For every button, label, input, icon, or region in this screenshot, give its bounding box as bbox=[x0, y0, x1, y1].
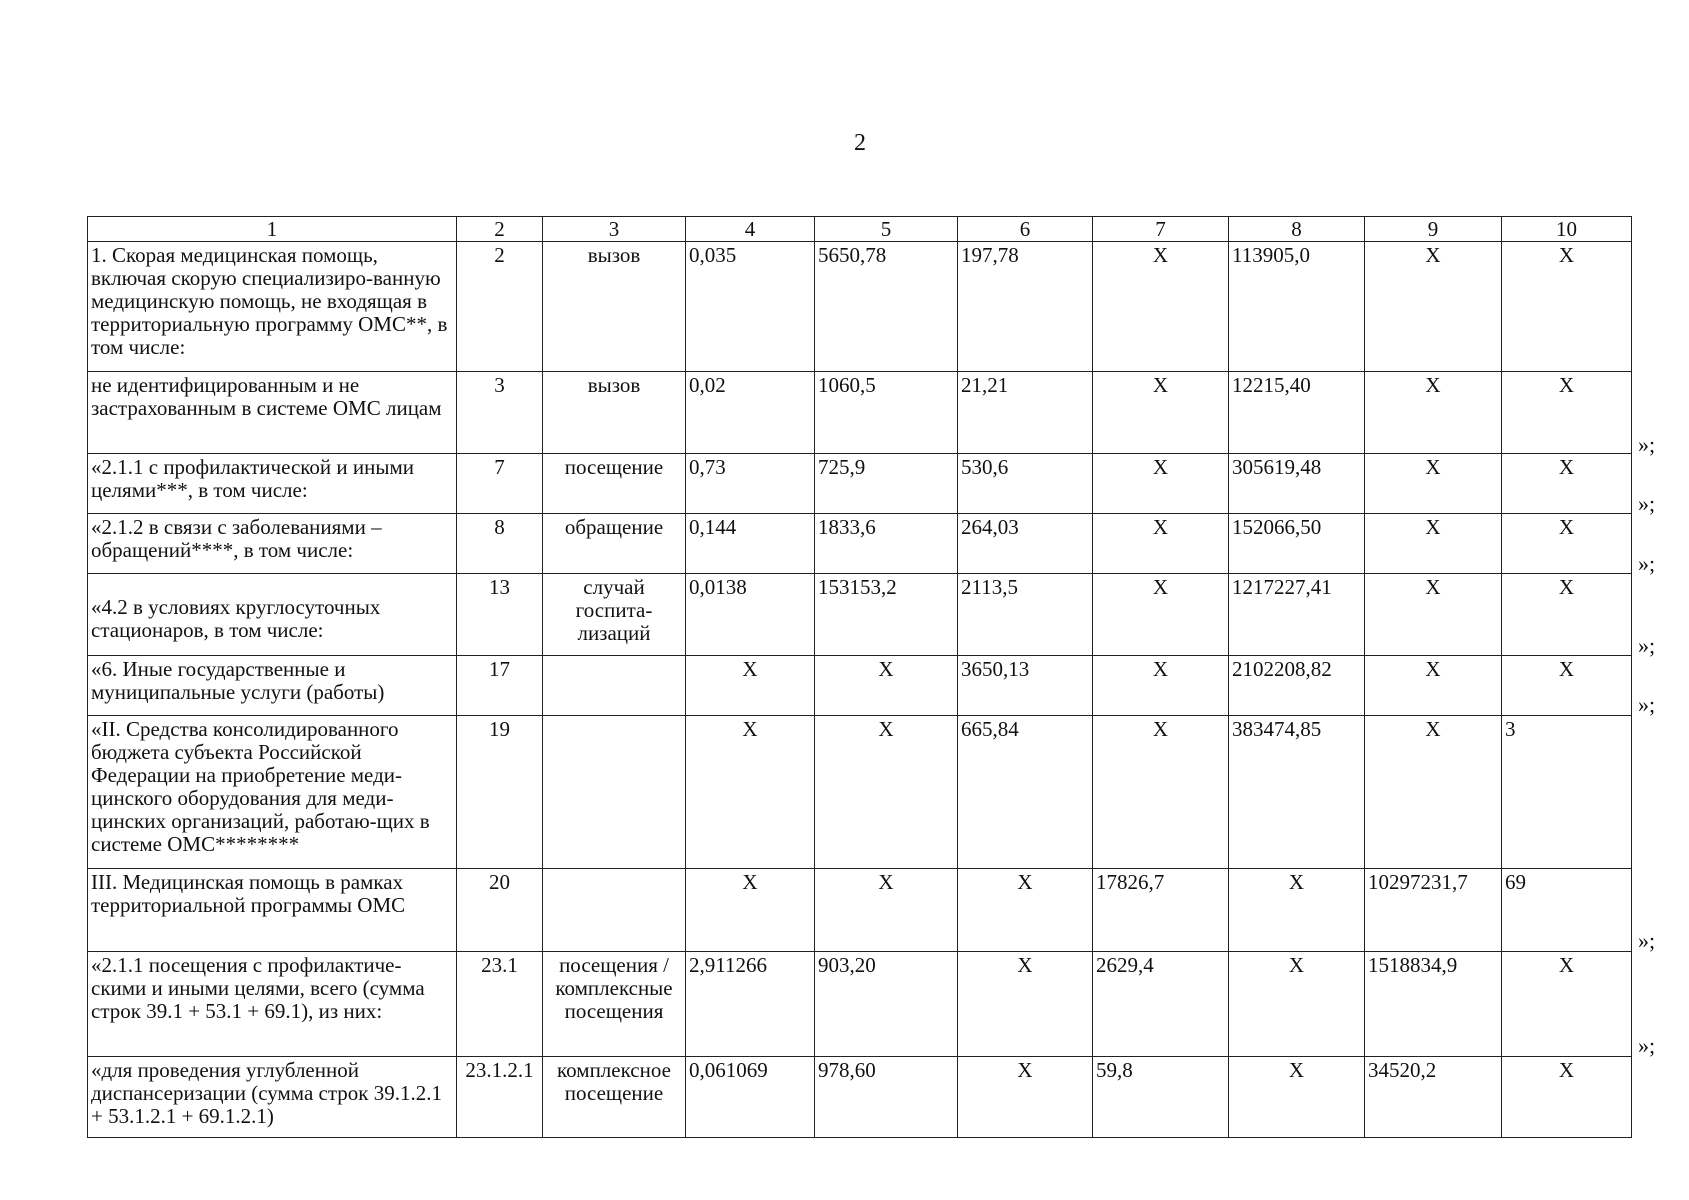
cell-col9: X bbox=[1365, 656, 1502, 716]
closing-quote-mark: »; bbox=[1638, 633, 1656, 658]
cell-col6: 197,78 bbox=[958, 242, 1093, 372]
cell-col7: 17826,7 bbox=[1093, 869, 1229, 952]
cell-col5: 903,20 bbox=[815, 952, 958, 1057]
cell-col7: X bbox=[1093, 454, 1229, 514]
cell-col5: 153153,2 bbox=[815, 574, 958, 656]
cell-col5: 1833,6 bbox=[815, 514, 958, 574]
cell-col4: X bbox=[686, 716, 815, 869]
row-line-number: 8 bbox=[457, 514, 543, 574]
cell-col5: 5650,78 bbox=[815, 242, 958, 372]
cell-col8: X bbox=[1229, 1057, 1365, 1138]
closing-quote-mark: »; bbox=[1638, 432, 1656, 457]
header-cell: 5 bbox=[815, 217, 958, 242]
row-line-number: 7 bbox=[457, 454, 543, 514]
cell-col8: X bbox=[1229, 869, 1365, 952]
cell-col4: 2,911266 bbox=[686, 952, 815, 1057]
cell-col9: X bbox=[1365, 716, 1502, 869]
header-cell: 1 bbox=[88, 217, 457, 242]
row-unit: комплексное посещение bbox=[543, 1057, 686, 1138]
header-cell: 6 bbox=[958, 217, 1093, 242]
cell-col4: 0,73 bbox=[686, 454, 815, 514]
closing-quote-mark: »; bbox=[1638, 551, 1656, 576]
cell-col8: 305619,48 bbox=[1229, 454, 1365, 514]
table-row bbox=[88, 952, 1632, 1057]
cell-col10: 69 bbox=[1502, 869, 1632, 952]
row-unit: вызов bbox=[543, 242, 686, 372]
cell-col6: 3650,13 bbox=[958, 656, 1093, 716]
cell-col8: 12215,40 bbox=[1229, 372, 1365, 454]
cell-col10: X bbox=[1502, 574, 1632, 656]
row-unit: обращение bbox=[543, 514, 686, 574]
row-line-number: 23.1 bbox=[457, 952, 543, 1057]
cell-col9: X bbox=[1365, 372, 1502, 454]
row-unit: случай госпита-лизаций bbox=[543, 574, 686, 656]
cell-col9: X bbox=[1365, 574, 1502, 656]
cell-col4: 0,02 bbox=[686, 372, 815, 454]
cell-col7: X bbox=[1093, 574, 1229, 656]
cell-col6: 530,6 bbox=[958, 454, 1093, 514]
row-name: «6. Иные государственные и муниципальные услуги (работы) bbox=[88, 656, 457, 716]
row-name: 1. Скорая медицинская помощь, включая скорую специализиро-ванную медицинскую помощь, не входящая в территориальную программу ОМС**, в том числе: bbox=[88, 242, 457, 372]
cell-col9: X bbox=[1365, 514, 1502, 574]
table-row bbox=[88, 574, 1632, 656]
column-number-header bbox=[88, 217, 1632, 242]
cell-col7: 59,8 bbox=[1093, 1057, 1229, 1138]
header-cell: 9 bbox=[1365, 217, 1502, 242]
row-name: «4.2 в условиях круглосуточных стационаров, в том числе: bbox=[88, 574, 457, 656]
cell-col5: 725,9 bbox=[815, 454, 958, 514]
cell-col4: 0,144 bbox=[686, 514, 815, 574]
cell-col5: X bbox=[815, 716, 958, 869]
cell-col8: 113905,0 bbox=[1229, 242, 1365, 372]
header-cell: 2 bbox=[457, 217, 543, 242]
row-line-number: 20 bbox=[457, 869, 543, 952]
cell-col9: 34520,2 bbox=[1365, 1057, 1502, 1138]
row-name: III. Медицинская помощь в рамках территориальной программы ОМС bbox=[88, 869, 457, 952]
cell-col7: X bbox=[1093, 514, 1229, 574]
table-row bbox=[88, 716, 1632, 869]
closing-quote-mark: »; bbox=[1638, 928, 1656, 953]
cell-col6: 21,21 bbox=[958, 372, 1093, 454]
cell-col7: X bbox=[1093, 372, 1229, 454]
cell-col4: 0,061069 bbox=[686, 1057, 815, 1138]
cell-col5: X bbox=[815, 869, 958, 952]
cell-col7: X bbox=[1093, 242, 1229, 372]
row-line-number: 23.1.2.1 bbox=[457, 1057, 543, 1138]
cell-col8: 2102208,82 bbox=[1229, 656, 1365, 716]
table-row bbox=[88, 454, 1632, 514]
header-cell: 10 bbox=[1502, 217, 1632, 242]
cell-col4: X bbox=[686, 656, 815, 716]
cell-col10: X bbox=[1502, 1057, 1632, 1138]
cell-col6: 264,03 bbox=[958, 514, 1093, 574]
cell-col7: X bbox=[1093, 656, 1229, 716]
row-unit: вызов bbox=[543, 372, 686, 454]
closing-quote-mark: »; bbox=[1638, 1033, 1656, 1058]
row-line-number: 2 bbox=[457, 242, 543, 372]
table-row bbox=[88, 1057, 1632, 1138]
closing-quote-mark: »; bbox=[1638, 692, 1656, 717]
row-name: «для проведения углубленной диспансеризации (сумма строк 39.1.2.1 + 53.1.2.1 + 69.1.2.1) bbox=[88, 1057, 457, 1138]
cell-col9: X bbox=[1365, 242, 1502, 372]
cell-col9: X bbox=[1365, 454, 1502, 514]
cell-col5: X bbox=[815, 656, 958, 716]
cell-col6: 665,84 bbox=[958, 716, 1093, 869]
table-row bbox=[88, 869, 1632, 952]
table-row bbox=[88, 656, 1632, 716]
row-line-number: 13 bbox=[457, 574, 543, 656]
cell-col6: X bbox=[958, 869, 1093, 952]
cell-col5: 1060,5 bbox=[815, 372, 958, 454]
row-line-number: 19 bbox=[457, 716, 543, 869]
table-row bbox=[88, 514, 1632, 574]
row-unit: посещения / комплексные посещения bbox=[543, 952, 686, 1057]
row-name: «2.1.1 с профилактической и иными целями***, в том числе: bbox=[88, 454, 457, 514]
row-unit: посещение bbox=[543, 454, 686, 514]
cell-col7: 2629,4 bbox=[1093, 952, 1229, 1057]
row-unit bbox=[543, 869, 686, 952]
cell-col4: 0,035 bbox=[686, 242, 815, 372]
row-name: не идентифицированным и не застрахованным в системе ОМС лицам bbox=[88, 372, 457, 454]
tariff-table bbox=[87, 216, 1632, 1138]
header-cell: 8 bbox=[1229, 217, 1365, 242]
cell-col4: X bbox=[686, 869, 815, 952]
header-cell: 3 bbox=[543, 217, 686, 242]
row-unit bbox=[543, 716, 686, 869]
cell-col7: X bbox=[1093, 716, 1229, 869]
cell-col10: X bbox=[1502, 242, 1632, 372]
closing-quote-mark: »; bbox=[1638, 491, 1656, 516]
cell-col8: 383474,85 bbox=[1229, 716, 1365, 869]
row-line-number: 3 bbox=[457, 372, 543, 454]
page-number: 2 bbox=[854, 130, 866, 156]
header-cell: 4 bbox=[686, 217, 815, 242]
cell-col10: 3 bbox=[1502, 716, 1632, 869]
cell-col10: X bbox=[1502, 656, 1632, 716]
row-line-number: 17 bbox=[457, 656, 543, 716]
cell-col10: X bbox=[1502, 514, 1632, 574]
cell-col9: 10297231,7 bbox=[1365, 869, 1502, 952]
table-row bbox=[88, 242, 1632, 372]
row-name: «2.1.1 посещения с профилактиче-скими и иными целями, всего (сумма строк 39.1 + 53.1 + 69.1), из них: bbox=[88, 952, 457, 1057]
cell-col6: X bbox=[958, 1057, 1093, 1138]
cell-col10: X bbox=[1502, 454, 1632, 514]
cell-col8: 1217227,41 bbox=[1229, 574, 1365, 656]
row-name: «II. Средства консолидированного бюджета субъекта Российской Федерации на приобретение меди-цинского оборудования для меди-цинских организаций, работаю-щих в системе ОМС******** bbox=[88, 716, 457, 869]
cell-col4: 0,0138 bbox=[686, 574, 815, 656]
cell-col10: X bbox=[1502, 372, 1632, 454]
cell-col10: X bbox=[1502, 952, 1632, 1057]
cell-col6: X bbox=[958, 952, 1093, 1057]
cell-col9: 1518834,9 bbox=[1365, 952, 1502, 1057]
cell-col5: 978,60 bbox=[815, 1057, 958, 1138]
header-cell: 7 bbox=[1093, 217, 1229, 242]
cell-col6: 2113,5 bbox=[958, 574, 1093, 656]
row-unit bbox=[543, 656, 686, 716]
table-row bbox=[88, 372, 1632, 454]
row-name: «2.1.2 в связи с заболеваниями – обращений****, в том числе: bbox=[88, 514, 457, 574]
cell-col8: 152066,50 bbox=[1229, 514, 1365, 574]
cell-col8: X bbox=[1229, 952, 1365, 1057]
